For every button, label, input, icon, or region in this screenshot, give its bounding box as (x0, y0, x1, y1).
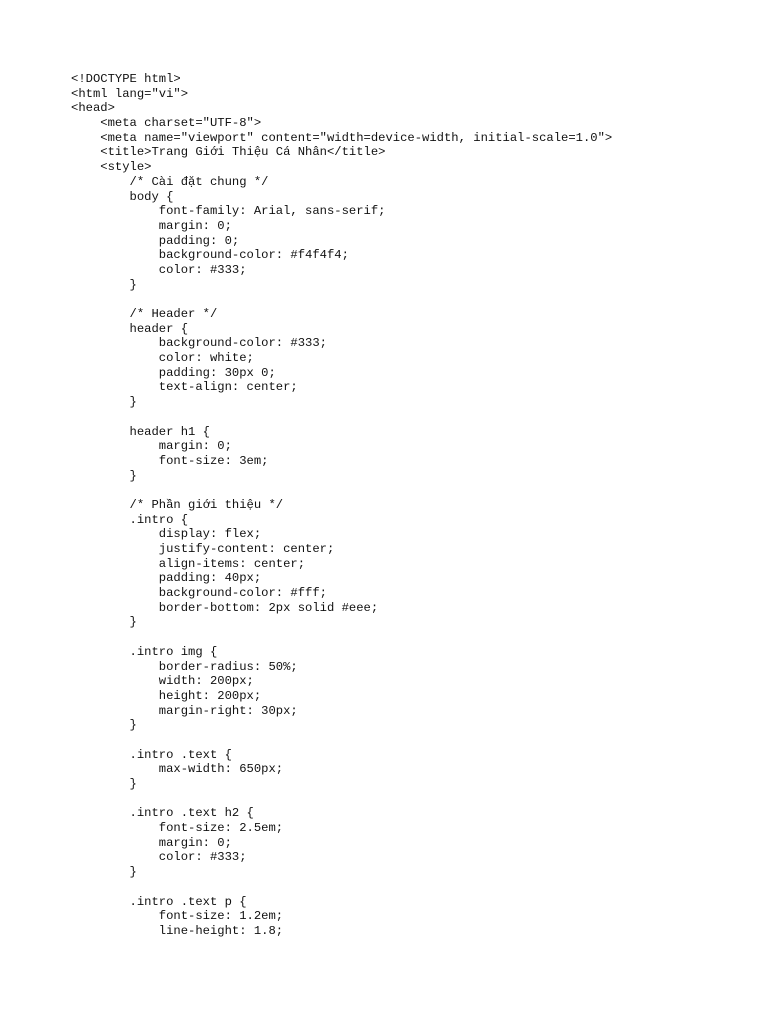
code-line: } (71, 777, 137, 791)
code-line: /* Phần giới thiệu */ (71, 497, 284, 512)
code-line: } (71, 395, 137, 410)
code-line: margin: 0; (71, 218, 232, 233)
code-line: font-size: 3em; (71, 453, 269, 468)
code-line: header h1 { (71, 424, 210, 439)
code-line: color: white; (71, 351, 254, 366)
code-listing (71, 72, 748, 939)
code-line: } (71, 277, 137, 292)
code-line: padding: 40px; (71, 571, 262, 586)
code-line: border-bottom: 2px solid #eee; (71, 600, 379, 615)
code-line (71, 630, 748, 645)
code-line: .intro .text { (71, 747, 232, 762)
code-line: <html lang="vi"> (71, 86, 189, 101)
code-line: <meta name="viewport" content="width=device-width, initial-scale=1.0"> (71, 130, 613, 145)
code-line (71, 792, 748, 807)
code-line: line-height: 1.8; (71, 923, 284, 938)
code-line: margin-right: 30px; (71, 703, 298, 718)
code-line (71, 410, 748, 425)
document-page (71, 72, 748, 939)
code-line (71, 292, 748, 307)
code-line: text-align: center; (71, 380, 298, 395)
code-line (71, 733, 748, 748)
code-line: header { (71, 321, 189, 336)
code-line: background-color: #333; (71, 336, 327, 351)
code-line: display: flex; (71, 527, 262, 542)
code-line: .intro { (71, 512, 189, 527)
code-line: margin: 0; (71, 835, 232, 850)
code-line: } (71, 468, 137, 483)
code-line: font-size: 1.2em; (71, 909, 284, 924)
code-line (71, 483, 748, 498)
code-line: } (71, 718, 137, 733)
code-line: <head> (71, 101, 115, 116)
code-line: max-width: 650px; (71, 762, 284, 777)
code-line: <!DOCTYPE html> (71, 72, 181, 86)
code-line: font-size: 2.5em; (71, 821, 284, 836)
code-line (71, 880, 748, 895)
code-line: <style> (71, 160, 152, 175)
code-line: border-radius: 50%; (71, 659, 298, 674)
code-line: } (71, 615, 137, 630)
code-line: padding: 0; (71, 233, 240, 248)
code-line: width: 200px; (71, 674, 254, 689)
code-line: margin: 0; (71, 439, 232, 454)
code-line: color: #333; (71, 262, 247, 277)
code-line: align-items: center; (71, 556, 306, 571)
code-line: <title>Trang Giới Thiệu Cá Nhân</title> (71, 145, 386, 160)
code-line: background-color: #fff; (71, 586, 327, 601)
code-line: height: 200px; (71, 688, 262, 703)
code-line: color: #333; (71, 850, 247, 865)
code-line: padding: 30px 0; (71, 365, 276, 380)
code-line: justify-content: center; (71, 542, 335, 556)
code-line: /* Header */ (71, 307, 218, 321)
code-line: body { (71, 189, 174, 204)
code-line: .intro img { (71, 644, 218, 659)
code-line: .intro .text p { (71, 894, 247, 909)
code-line: } (71, 865, 137, 880)
code-line: .intro .text h2 { (71, 806, 254, 821)
code-line: /* Cài đặt chung */ (71, 174, 269, 189)
code-line: background-color: #f4f4f4; (71, 248, 349, 263)
code-line: <meta charset="UTF-8"> (71, 116, 262, 131)
code-line: font-family: Arial, sans-serif; (71, 204, 386, 219)
